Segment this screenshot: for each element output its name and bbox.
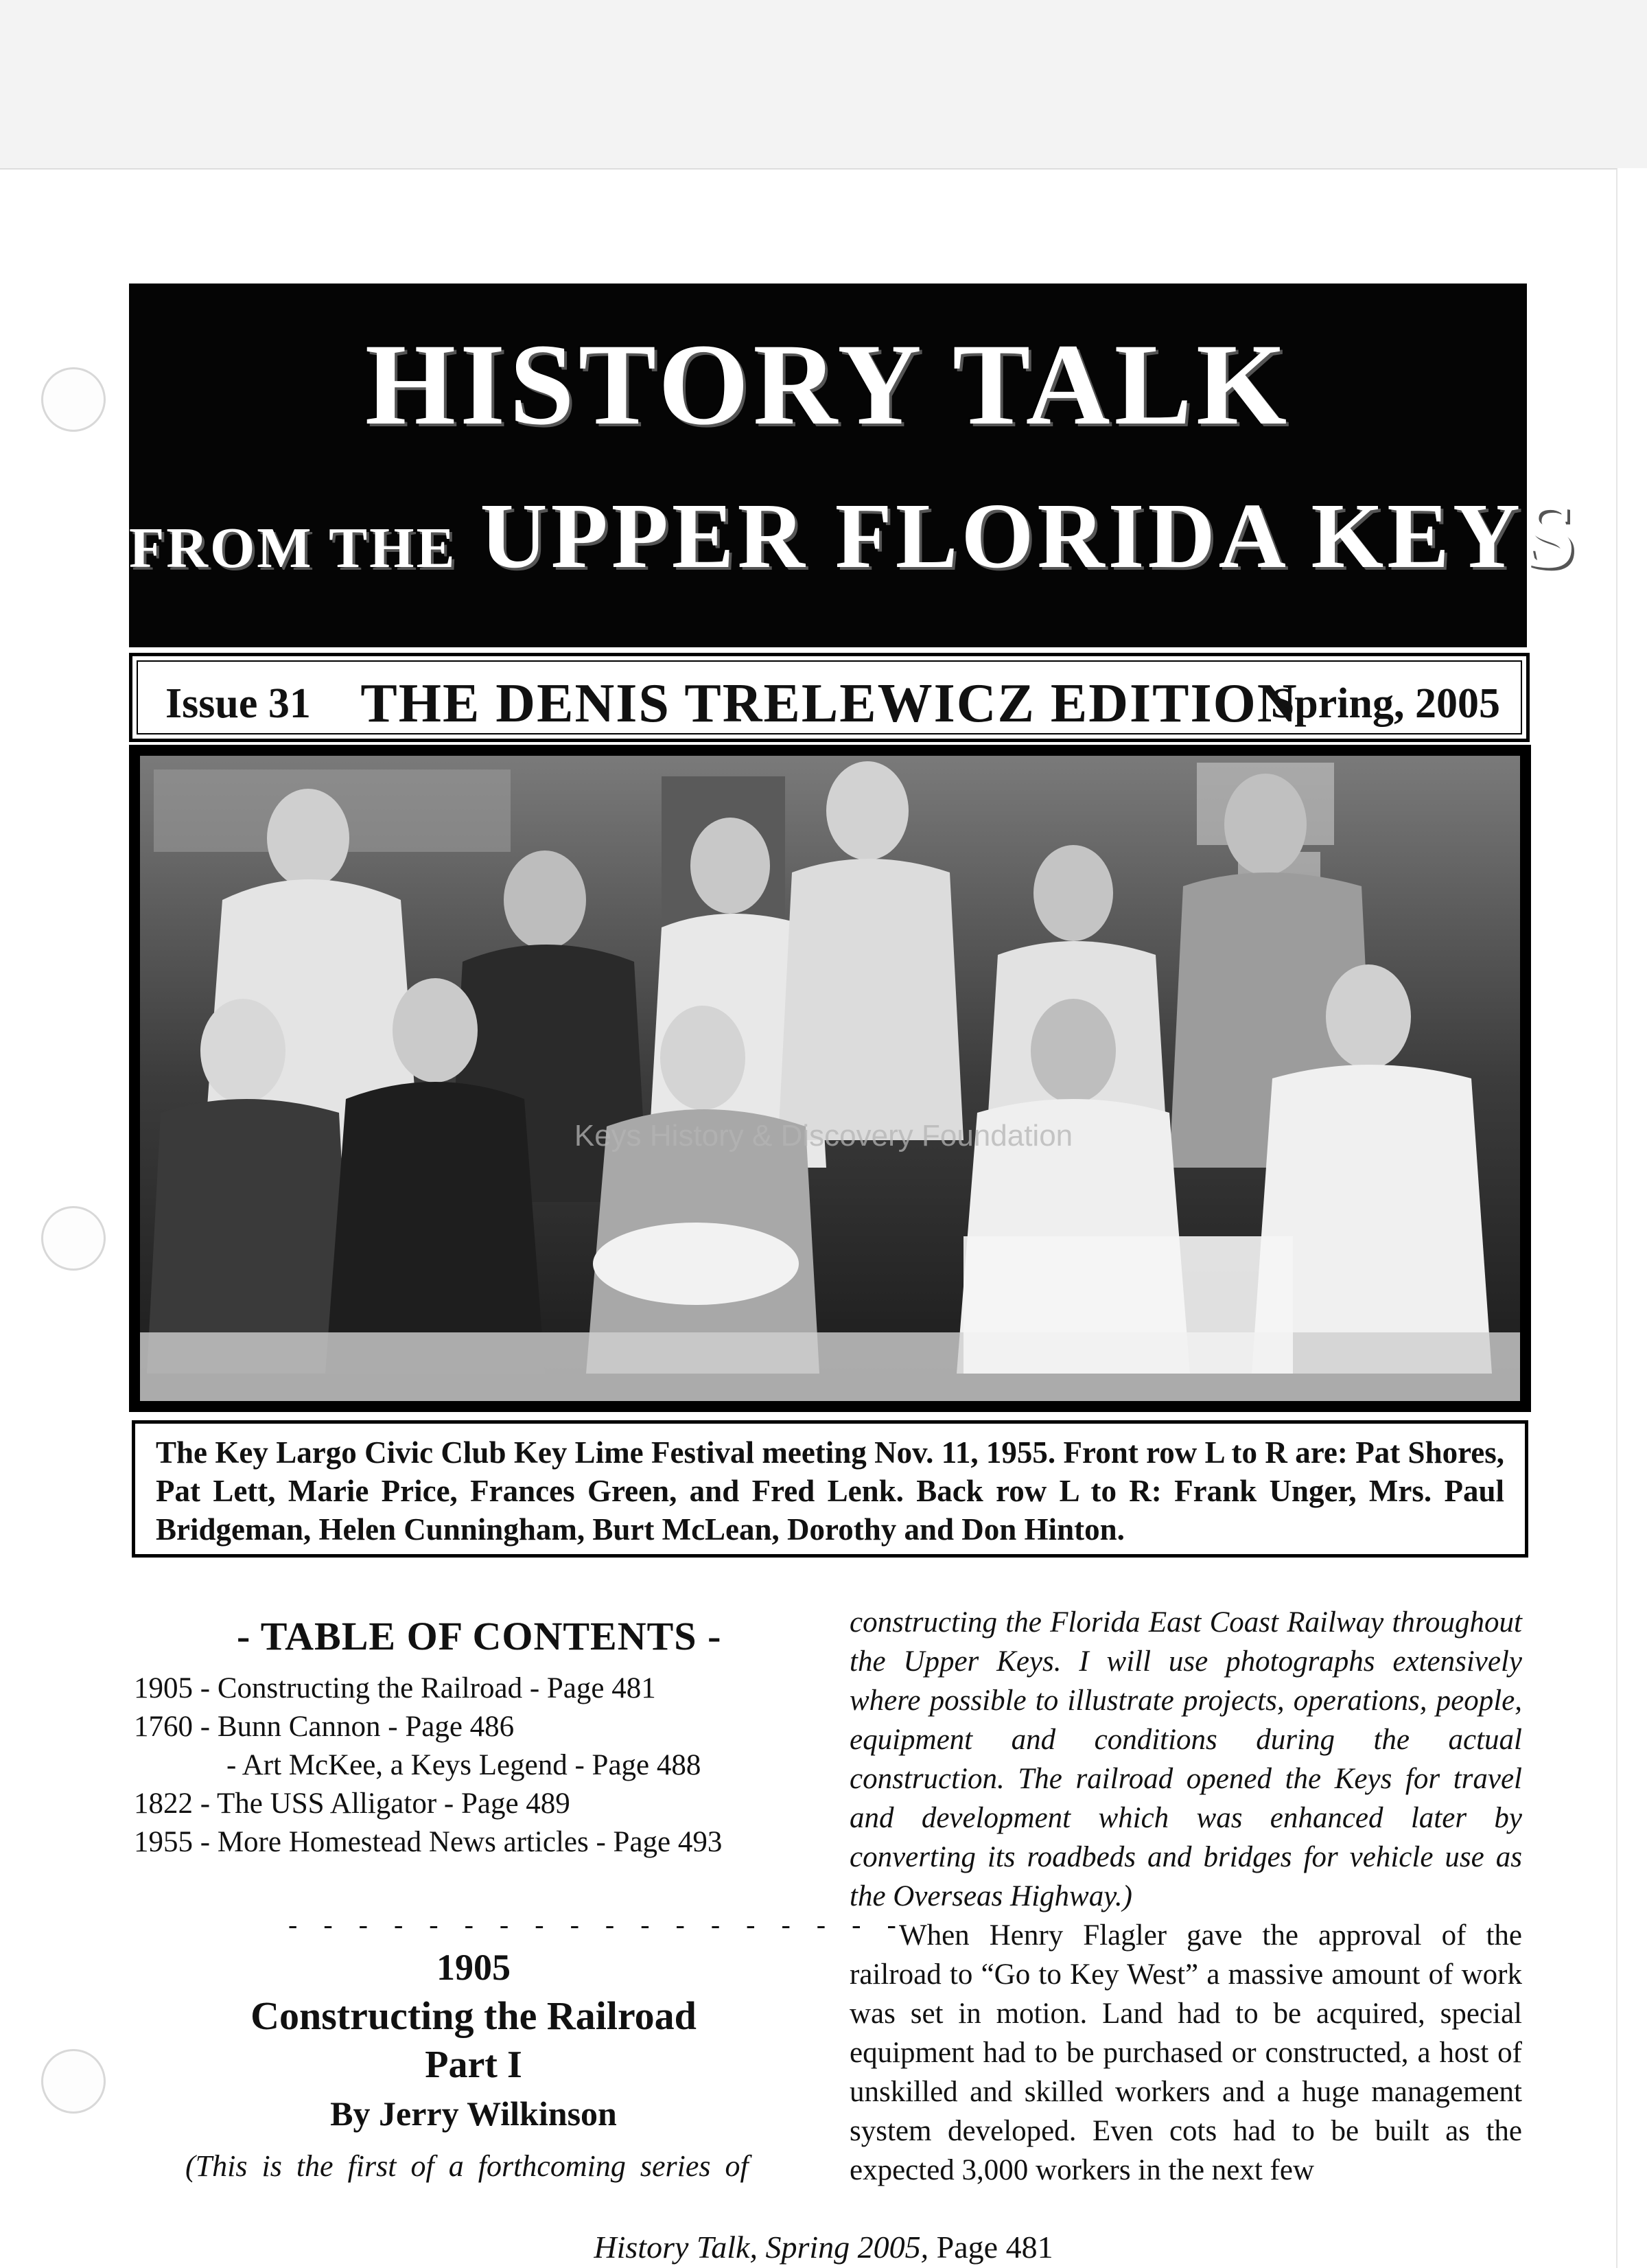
toc-title: - TABLE OF CONTENTS - (237, 1614, 722, 1658)
masthead-subtitle-prefix: FROM THE (129, 516, 457, 580)
toc-item: 1905 - Constructing the Railroad - Page 481 (134, 1672, 656, 1704)
masthead-subtitle-region: UPPER FLORIDA KEYS (480, 485, 1579, 588)
footer-publication: History Talk, Spring 2005, (594, 2230, 929, 2265)
footer-page-number: Page 481 (936, 2230, 1053, 2265)
article-right-column (850, 1603, 1522, 2190)
photo-watermark: Keys History & Discovery Foundation (574, 1119, 1073, 1153)
article-intro-start: (This is the first of a forthcoming series of (185, 2149, 749, 2183)
binder-hole-top (41, 367, 106, 432)
group-photo-frame (129, 745, 1531, 1412)
toc-item: 1955 - More Homestead News articles - Page 493 (134, 1826, 723, 1858)
binder-hole-bottom (41, 2049, 106, 2114)
toc-item: 1760 - Bunn Cannon - Page 486 (134, 1711, 515, 1743)
article-intro-continued: constructing the Florida East Coast Railway throughout the Upper Keys. I will use photographs extensively where possible to illustrate projects, operations, people, equipment and conditions during the actual construction. The railroad opened the Keys for travel and development which was enhanced later by converting its roadbeds and bridges for vehicle use as the Overseas Highway.) (850, 1606, 1522, 1912)
article-part: Part I (425, 2044, 522, 2086)
article-title: Constructing the Railroad (250, 1993, 697, 2038)
toc-item: 1822 - The USS Alligator - Page 489 (134, 1787, 570, 1820)
photo-caption-box (132, 1420, 1528, 1558)
page-footer (0, 2229, 1647, 2265)
edition-bar (129, 653, 1530, 742)
binder-hole-middle (41, 1206, 106, 1271)
scan-background (0, 0, 1647, 168)
article-body: When Henry Flagler gave the approval of the railroad to “Go to Key West” a massive amount of work was set in motion. Land had to be acquired, special equipment had to be purchased or constructed, a host of unskilled and skilled workers and a huge management system developed. Even cots had to be built as the expected 3,000 workers in the next few (850, 1919, 1522, 2186)
masthead (129, 284, 1579, 647)
issue-season: Spring, 2005 (1270, 680, 1500, 727)
masthead-title: HISTORY TALK (364, 320, 1292, 449)
article-year: 1905 (436, 1947, 511, 1988)
toc-item: - Art McKee, a Keys Legend - Page 488 (226, 1749, 701, 1781)
photo-caption: The Key Largo Civic Club Key Lime Festival meeting Nov. 11, 1955. Front row L to R are: Pat Shores, Pat Lett, Marie Price, Frances Green, and Fred Lenk. Back row L to R: Frank Unger, Mrs. Paul Bridgeman, Helen Cunningham, Burt McLean, Dorothy and Don Hinton. (156, 1435, 1504, 1547)
edition-bar-inner-frame (137, 660, 1522, 734)
issue-number: Issue 31 (165, 680, 311, 727)
group-photo (140, 756, 1520, 1401)
section-divider: - - - - - - - - - - - - - - - - - - (288, 1909, 906, 1940)
masthead-subtitle (129, 483, 1579, 590)
edition-name: THE DENIS TRELEWICZ EDITION (360, 673, 1298, 734)
article-byline: By Jerry Wilkinson (330, 2094, 617, 2133)
